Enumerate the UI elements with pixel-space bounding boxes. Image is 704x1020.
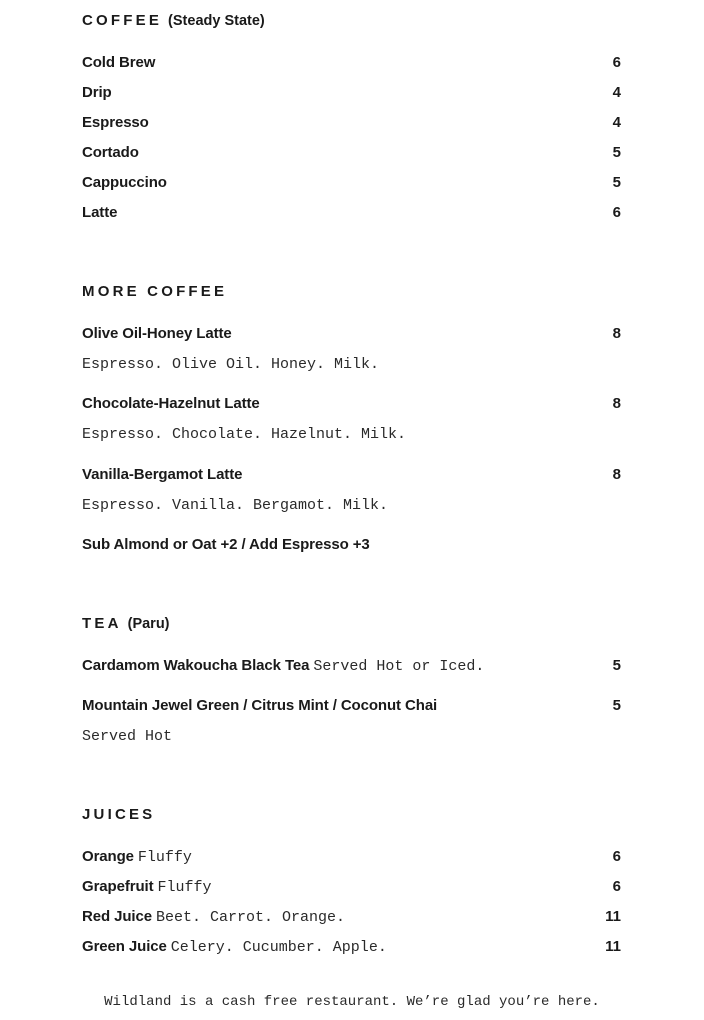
tea-heading [82, 615, 170, 632]
item-price: 8 [612, 325, 621, 342]
menu-item [82, 323, 622, 345]
item-price: 6 [612, 204, 621, 221]
menu-item [82, 82, 622, 104]
coffee-title: COFFEE [82, 12, 163, 29]
menu-item [82, 846, 622, 868]
item-description [82, 423, 622, 445]
item-name: Cortado [82, 144, 139, 161]
item-price: 5 [612, 144, 621, 161]
item-description [82, 353, 622, 375]
coffee-heading [82, 12, 265, 29]
item-name: Latte [82, 204, 118, 221]
item-name: Green Juice [82, 938, 167, 955]
item-price: 8 [612, 395, 621, 412]
item-name: Espresso [82, 114, 149, 131]
coffee-subtitle: (Steady State) [168, 13, 265, 29]
item-desc: Espresso. Chocolate. Hazelnut. Milk. [82, 426, 407, 443]
item-desc: Fluffy [157, 879, 212, 896]
juices-title: JUICES [82, 806, 156, 823]
item-name: Mountain Jewel Green / Citrus Mint / Coconut Chai [82, 697, 438, 714]
item-name: Red Juice [82, 908, 152, 925]
note-text: Sub Almond or Oat +2 / Add Espresso +3 [82, 536, 370, 553]
item-name: Cardamom Wakoucha Black Tea [82, 657, 310, 674]
more-coffee-title: MORE COFFEE [82, 283, 228, 300]
item-name: Vanilla-Bergamot Latte [82, 466, 243, 483]
item-price: 6 [612, 878, 621, 895]
item-price: 11 [605, 938, 621, 955]
menu-content [82, 0, 622, 1020]
item-desc: Celery. Cucumber. Apple. [170, 939, 387, 956]
more-coffee-note [82, 534, 622, 556]
item-price: 5 [612, 697, 621, 714]
item-price: 4 [612, 114, 621, 131]
juices-heading [82, 806, 155, 823]
item-desc: Espresso. Olive Oil. Honey. Milk. [82, 356, 380, 373]
menu-item [82, 52, 622, 74]
item-name: Cold Brew [82, 54, 156, 71]
item-price: 11 [605, 908, 621, 925]
item-name: Chocolate-Hazelnut Latte [82, 395, 260, 412]
item-name: Grapefruit [82, 878, 154, 895]
item-price: 5 [612, 657, 621, 674]
menu-item [82, 112, 622, 134]
item-name: Orange [82, 848, 134, 865]
item-description [82, 725, 622, 747]
menu-item [82, 393, 622, 415]
menu-item [82, 695, 622, 717]
item-name: Olive Oil-Honey Latte [82, 325, 232, 342]
menu-item [82, 464, 622, 486]
menu-item [82, 936, 622, 958]
more-coffee-heading [82, 283, 227, 300]
menu-item [82, 655, 622, 677]
item-description [82, 494, 622, 516]
item-desc: Espresso. Vanilla. Bergamot. Milk. [82, 497, 389, 514]
item-desc: Served Hot or Iced. [313, 658, 485, 675]
menu-item [82, 876, 622, 898]
item-price: 8 [612, 466, 621, 483]
item-desc: Beet. Carrot. Orange. [155, 909, 345, 926]
item-name: Drip [82, 84, 112, 101]
menu-item [82, 202, 622, 224]
item-desc: Fluffy [137, 849, 192, 866]
item-name: Cappuccino [82, 174, 167, 191]
item-price: 6 [612, 848, 621, 865]
footer-note: Wildland is a cash free restaurant. We’re glad you’re here. [104, 994, 600, 1010]
item-price: 4 [612, 84, 621, 101]
tea-subtitle: (Paru) [127, 616, 170, 632]
menu-item [82, 172, 622, 194]
item-desc: Served Hot [82, 728, 173, 745]
menu-item [82, 906, 622, 928]
menu-item [82, 142, 622, 164]
tea-title: TEA [82, 615, 122, 632]
item-price: 5 [612, 174, 621, 191]
item-price: 6 [612, 54, 621, 71]
